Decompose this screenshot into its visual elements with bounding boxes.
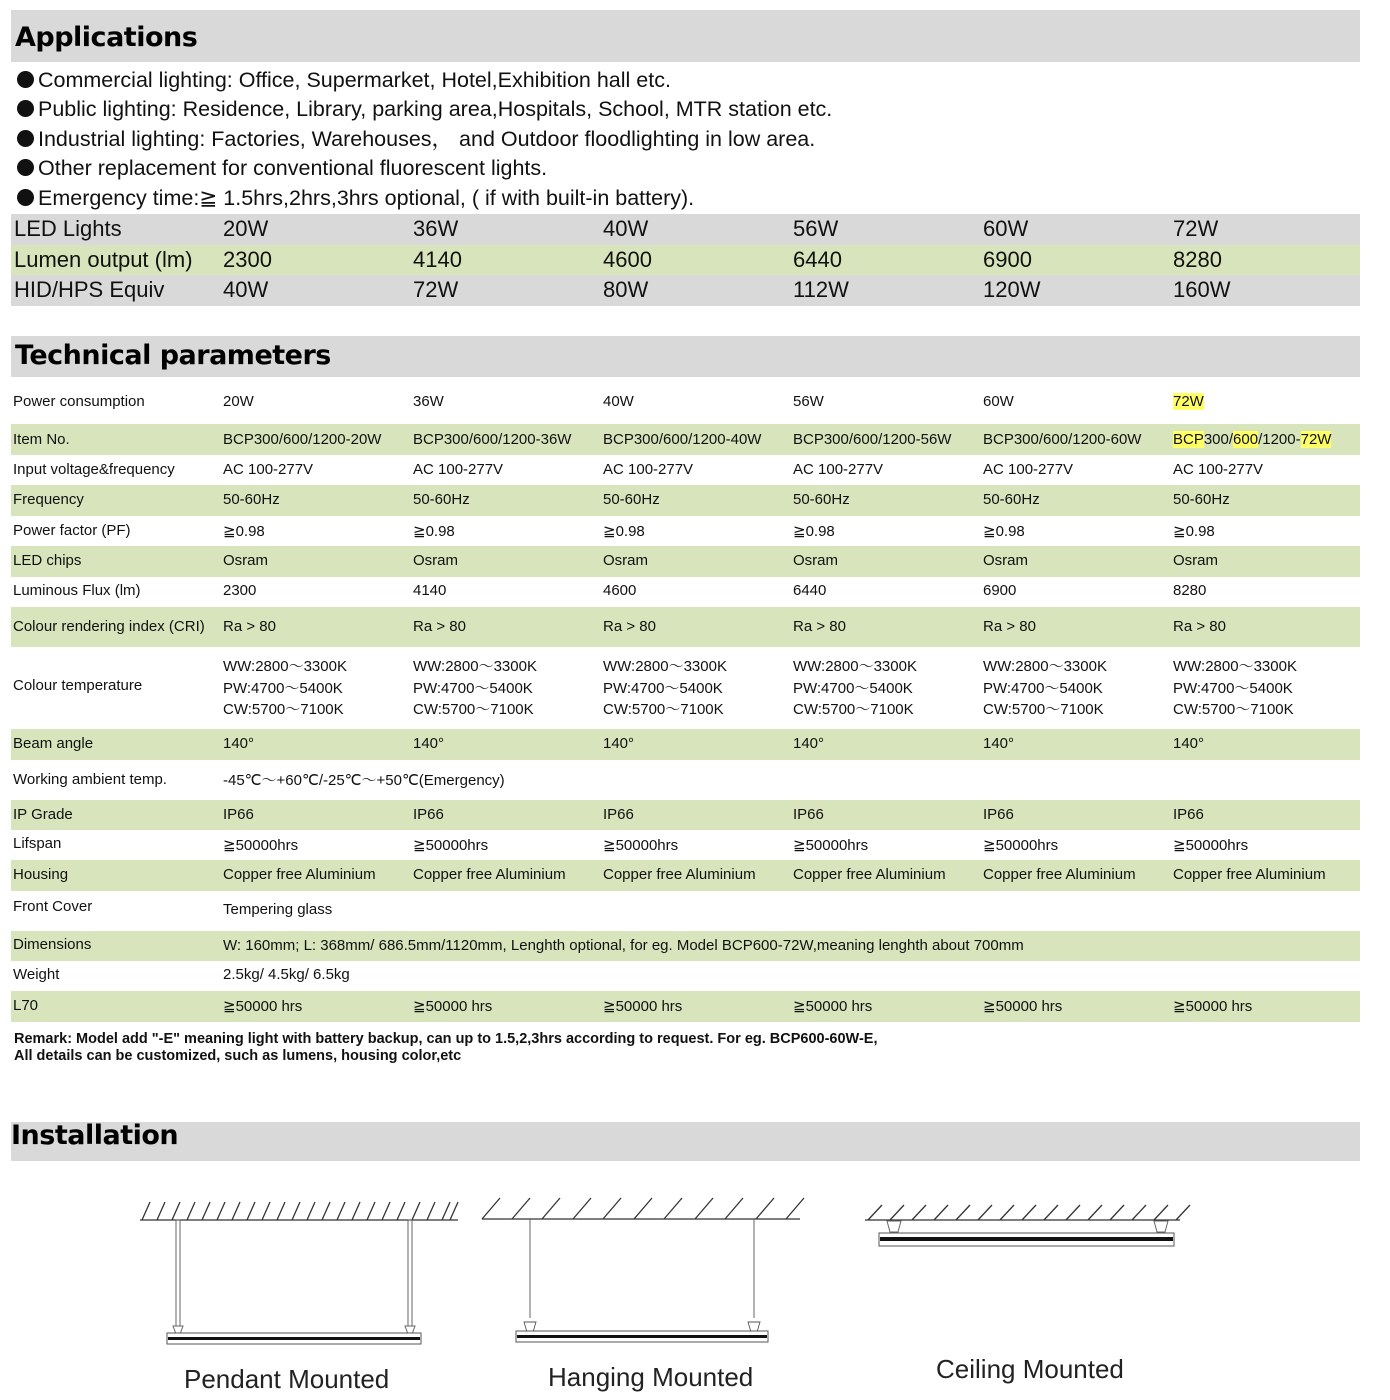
table-row: Luminous Flux (lm) 2300 4140 4600 6440 6900 8280	[13, 582, 1207, 599]
bullet-icon	[17, 159, 34, 176]
colour-temp-cell: WW:2800～3300K PW:4700～5400K CW:5700～7100K	[413, 658, 537, 718]
row-label: Beam angle	[13, 735, 94, 752]
installation-header	[11, 1122, 1360, 1161]
row-label: IP Grade	[13, 806, 73, 823]
highlighted-value: 72W	[1173, 393, 1204, 410]
colour-temp-cell: WW:2800～3300K PW:4700～5400K CW:5700～7100K	[793, 658, 917, 718]
pendant-mount-diagram	[130, 1190, 470, 1350]
colour-temp-cell: WW:2800～3300K PW:4700～5400K CW:5700～7100K	[983, 658, 1107, 718]
table-row: Dimensions W: 160mm; L: 368mm/ 686.5mm/1120mm, Lenghth optional, for eg. Model BCP600-72W,meaning lenghth about 700mm	[11, 931, 1360, 961]
row-label: Housing	[13, 866, 69, 883]
row-label: Weight	[13, 966, 60, 983]
bullet-icon	[17, 189, 34, 206]
pendant-rod-icon	[173, 1220, 415, 1334]
colour-temp-cell: WW:2800～3300K PW:4700～5400K CW:5700～7100K	[603, 658, 727, 718]
list-item: Emergency time:≧ 1.5hrs,2hrs,3hrs optional, ( if with built-in battery).	[15, 184, 832, 213]
row-label: Frequency	[13, 491, 84, 508]
row-label: HID/HPS Equiv	[14, 277, 165, 302]
bullet-icon	[17, 130, 34, 147]
table-row: Power factor (PF) ≧0.98 ≧0.98 ≧0.98 ≧0.98 ≧0.98 ≧0.98	[13, 522, 1215, 540]
colour-temp-cell: WW:2800～3300K PW:4700～5400K CW:5700～7100K	[223, 658, 347, 718]
row-label: Luminous Flux (lm)	[13, 582, 141, 599]
table-row: Beam angle 140° 140° 140° 140° 140° 140°	[11, 729, 1360, 760]
table-row: Item No. BCP300/600/1200-20W BCP300/600/1200-36W BCP300/600/1200-40W BCP300/600/1200-56W BCP300/600/1200-60W BCP300/600/1200-72W	[11, 424, 1360, 455]
table-row: Lumen output (lm) 2300 4140 4600 6440 6900 8280	[11, 245, 1360, 276]
table-row: Front Cover Tempering glass	[13, 898, 333, 918]
colour-temp-cell: WW:2800～3300K PW:4700～5400K CW:5700～7100K	[1173, 658, 1297, 718]
installation-title: Installation	[11, 1120, 179, 1151]
bullet-icon	[17, 71, 34, 88]
ceiling-hatch-icon	[482, 1198, 804, 1219]
list-item: Other replacement for conventional fluorescent lights.	[15, 154, 832, 183]
list-item: Public lighting: Residence, Library, parking area,Hospitals, School, MTR station etc.	[15, 95, 832, 124]
table-row: Lifspan ≧50000hrs ≧50000hrs ≧50000hrs ≧50000hrs ≧50000hrs ≧50000hrs	[13, 835, 1249, 854]
bullet-icon	[17, 100, 34, 117]
applications-title: Applications	[15, 22, 198, 53]
row-label: Working ambient temp.	[13, 771, 167, 788]
table-row: IP Grade IP66 IP66 IP66 IP66 IP66 IP66	[11, 800, 1360, 830]
table-row: Power consumption 20W 36W 40W 56W 60W 72W	[13, 393, 1204, 410]
technical-header	[11, 336, 1360, 377]
table-row: LED chips Osram Osram Osram Osram Osram Osram	[11, 546, 1360, 577]
caption-hanging: Hanging Mounted	[548, 1362, 754, 1392]
row-label: LED chips	[13, 552, 82, 569]
technical-table	[11, 382, 1360, 1022]
row-label: Item No.	[13, 431, 70, 448]
remark-note: Remark: Model add "-E" meaning light with battery backup, can up to 1.5,2,3hrs according to request. For eg. BCP600-60W-E, All details can be customized, such as lumens, housing color,etc	[14, 1031, 878, 1064]
ceiling-mount-diagram	[850, 1190, 1210, 1260]
table-row: Frequency 50-60Hz 50-60Hz 50-60Hz 50-60Hz 50-60Hz 50-60Hz	[11, 485, 1360, 516]
ceiling-hatch-icon	[865, 1205, 1190, 1220]
hanging-wire-icon	[524, 1219, 760, 1332]
ceiling-bracket-icon	[887, 1221, 1168, 1232]
caption-ceiling: Ceiling Mounted	[936, 1354, 1124, 1384]
ceiling-hatch-icon	[140, 1202, 458, 1220]
row-label: Front Cover	[13, 898, 93, 915]
list-item: Industrial lighting: Factories, Warehouses， and Outdoor floodlighting in low area.	[15, 125, 832, 154]
light-fixture-icon	[516, 1331, 768, 1342]
row-label: Colour temperature	[13, 677, 143, 694]
light-fixture-icon	[167, 1333, 421, 1344]
table-row: HID/HPS Equiv 40W 72W 80W 112W 120W 160W	[11, 275, 1360, 306]
overview-table	[11, 214, 1360, 306]
applications-header	[11, 10, 1360, 62]
applications-list	[15, 66, 832, 213]
table-row	[11, 647, 1360, 729]
table-row: Working ambient temp. -45℃～+60℃/-25℃～+50℃(Emergency)	[13, 771, 505, 789]
row-label: Lumen output (lm)	[14, 246, 193, 272]
table-row: Input voltage&frequency AC 100-277V AC 100-277V AC 100-277V AC 100-277V AC 100-277V AC 100-277V	[13, 461, 1264, 478]
caption-pendant: Pendant Mounted	[184, 1364, 390, 1394]
table-row: Colour rendering index (CRI) Ra > 80 Ra > 80 Ra > 80 Ra > 80 Ra > 80 Ra > 80	[11, 607, 1360, 647]
row-label: Colour rendering index (CRI)	[13, 618, 205, 635]
table-row: L70 ≧50000 hrs ≧50000 hrs ≧50000 hrs ≧50000 hrs ≧50000 hrs ≧50000 hrs	[11, 991, 1360, 1022]
row-label: Power consumption	[13, 393, 145, 410]
row-label: Input voltage&frequency	[13, 461, 175, 478]
row-label: Lifspan	[13, 835, 62, 852]
table-row: LED Lights 20W 36W 40W 56W 60W 72W	[11, 214, 1360, 245]
row-label: L70	[13, 997, 39, 1014]
table-row: Weight 2.5kg/ 4.5kg/ 6.5kg	[13, 966, 350, 983]
row-label: LED Lights	[14, 216, 122, 241]
highlighted-item-no: BCP300/600/1200-72W	[1173, 431, 1332, 448]
row-label: Dimensions	[13, 936, 92, 953]
list-item: Commercial lighting: Office, Supermarket, Hotel,Exhibition hall etc.	[15, 66, 832, 95]
hanging-mount-diagram	[470, 1190, 820, 1350]
light-fixture-icon	[879, 1233, 1174, 1246]
row-label: Power factor (PF)	[13, 522, 131, 539]
technical-title: Technical parameters	[15, 340, 331, 371]
table-row: Housing Copper free Aluminium Copper free Aluminium Copper free Aluminium Copper free Aluminium Copper free Aluminium Copper free Aluminium	[11, 860, 1360, 891]
